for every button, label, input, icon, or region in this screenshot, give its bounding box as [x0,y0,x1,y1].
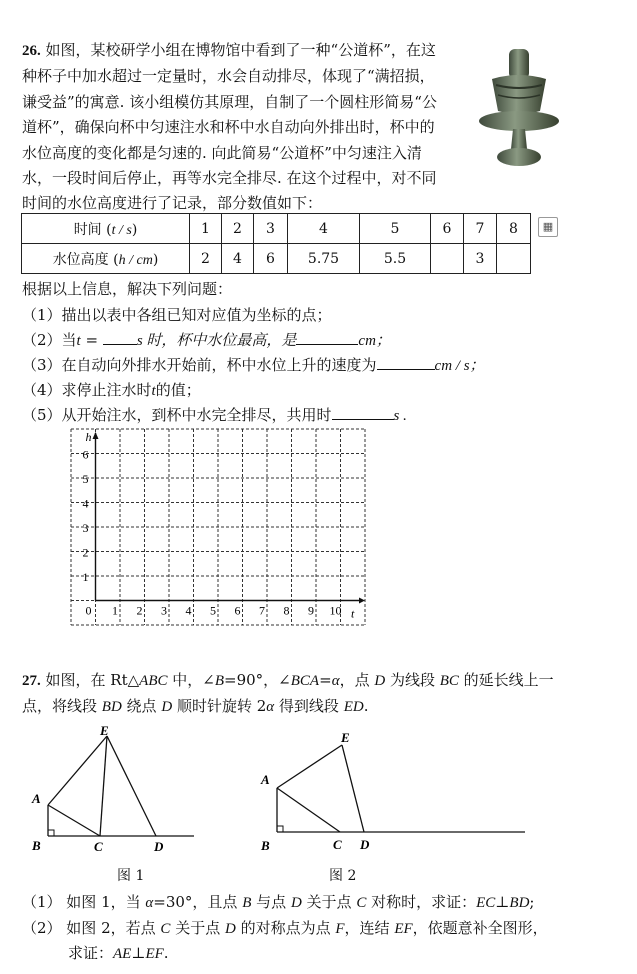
q27-number: 27. [22,673,41,689]
q26-intro: 根据以上信息，解决下列问题： [22,280,233,298]
fig1-label-A: A [32,791,41,806]
time-label-cell: 时间 (t / s) [22,214,190,244]
fig2-label-B: B [261,838,270,853]
q26-part-3: （3）在自动向外排水开始前，杯中水位上升的速度为 cm / s； [22,356,485,374]
fig2-label-C: C [333,837,342,852]
time-cell-8: 8 [497,214,531,244]
grid-lines [71,429,365,625]
figure-1 [28,722,208,857]
x-tick-label: 6 [234,603,241,618]
height-cell-3: 6 [254,244,288,274]
q26-line-2: 种杯子中加水超过一定量时，水会自动排尽，体现了“满招损， [22,67,435,85]
q26-data-table [21,213,531,274]
q26-line-1 [22,40,436,61]
x-axis-arrow [359,598,365,604]
time-cell-7: 7 [464,214,497,244]
fig1-label-E: E [100,723,109,738]
fig1-label-D: D [154,839,164,854]
q26-part-2: （2）当t = s 时，杯中水位最高，是 cm； [22,331,391,349]
q27-line-1: 27. 如图，在 Rt△ABC 中，∠B=90°，∠BCA=α，点 D 为线段 BC 的延长线上一 [22,671,554,689]
time-cell-6: 6 [431,214,464,244]
fig1-label-C: C [94,839,103,854]
fig2-label-A: A [261,772,270,787]
figure-1-caption: 图 1 [117,868,145,884]
q27-sub-2: （2） 如图 2，若点 C 关于点 D 的对称点为点 F，连结 EF，依题意补全图形， [22,919,548,937]
fig1-label-B: B [32,838,41,853]
answer-blank-2b[interactable] [296,330,358,345]
q26-number: 26. [22,43,41,59]
y-axis-label: h [85,430,92,444]
q26-line-6: 水，一段时间后停止，再等水完全排尽. 在这个过程中，对不同 [22,169,437,187]
q26-coordinate-grid[interactable] [68,426,373,642]
height-cell-4: 5.75 [288,244,360,274]
answer-blank-5[interactable] [332,405,394,420]
x-tick-label: 9 [308,603,314,618]
figure-2 [255,722,530,857]
x-tick-label: 2 [136,603,143,618]
table-row-time [22,214,531,244]
q26-text-1: 如图，某校研学小组在博物馆中看到了一种“公道杯”，在这 [45,41,436,59]
y-tick-label: 5 [82,472,89,486]
time-cell-3: 3 [254,214,288,244]
y-tick-label: 6 [82,447,89,462]
q26-line-5: 水位高度的变化都是匀速的. 向此简易“公道杯”中匀速注入清 [22,144,422,162]
q27-line-2: 点，将线段 BD 绕点 D 顺时针旋转 2α 得到线段 ED. [22,697,369,715]
height-cell-8 [497,244,531,274]
q26-part-5: （5）从开始注水，到杯中水完全排尽，共用时 s . [22,406,407,424]
x-axis-label: t [351,606,355,621]
tick-labels [83,430,356,621]
time-cell-5: 5 [360,214,431,244]
time-cell-2: 2 [222,214,254,244]
y-axis-arrow [93,432,99,439]
fig2-label-E: E [341,730,350,745]
q26-line-3: 谦受益”的寓意. 该小组模仿其原理，自制了一个圆柱形简易“公 [22,93,437,111]
y-tick-label: 2 [82,545,89,560]
height-label-cell: 水位高度 (h / cm) [22,244,190,274]
axes [93,432,366,604]
answer-blank-2a[interactable] [103,330,137,345]
height-cell-7: 3 [464,244,497,274]
q27-sub-2-cont: 求证：AE⊥EF. [68,944,169,962]
q26-part-1: （1）描出以表中各组已知对应值为坐标的点； [22,306,332,324]
table-row-height [22,244,531,274]
x-tick-label: 1 [112,603,118,618]
x-tick-label: 7 [259,603,265,618]
gongdao-cup-image [478,45,560,173]
height-cell-6 [431,244,464,274]
q27-sub-1: （1） 如图 1，当 α=30°，且点 B 与点 D 关于点 C 对称时，求证：EC⊥BD; [22,893,535,911]
height-cell-5: 5.5 [360,244,431,274]
answer-blank-3[interactable] [377,355,435,370]
time-cell-1: 1 [190,214,222,244]
x-tick-label: 8 [283,603,290,618]
q26-line-7: 时间的水位高度进行了记录，部分数值如下： [22,194,323,212]
y-tick-label: 4 [82,496,89,511]
x-tick-label: 5 [210,603,216,618]
q26-line-4: 道杯”，确保向杯中匀速注水和杯中水自动向外排出时，杯中的 [22,118,435,136]
y-tick-label: 3 [82,521,89,535]
x-tick-label: 10 [329,603,342,618]
y-tick-label: 1 [82,570,89,584]
x-tick-label: 4 [185,603,192,618]
origin-label: 0 [85,603,92,618]
fig2-label-D: D [360,837,370,852]
table-tool-icon[interactable]: ▦ [538,217,558,237]
time-cell-4: 4 [288,214,360,244]
figure-2-caption: 图 2 [329,868,357,884]
q26-part-4: （4）求停止注水时t的值； [22,381,201,399]
x-tick-label: 3 [161,603,167,618]
height-cell-1: 2 [190,244,222,274]
height-cell-2: 4 [222,244,254,274]
